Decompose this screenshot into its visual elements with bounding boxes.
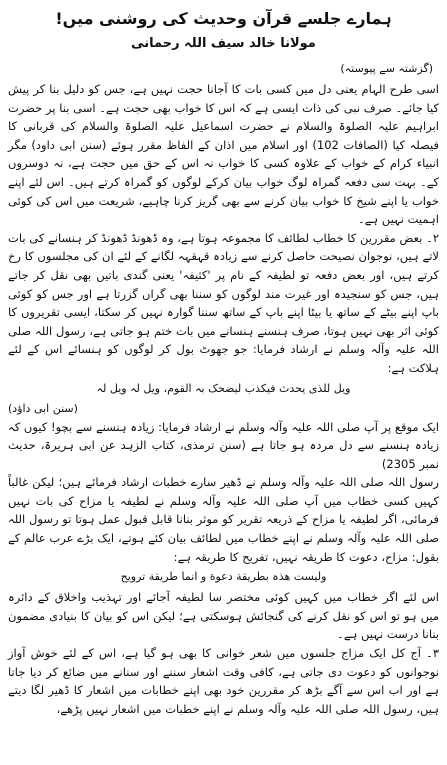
continued-note: (گزشتہ سے پیوستہ)	[340, 62, 433, 75]
paragraph-jokes: ۲۔ بعض مقررین کا خطاب لطائف کا مجموعہ ہوتا ہے، وہ ڈھونڈ ڈھونڈ کر ہنسانے کی بات لاتے ہیں، نوجوان نصیحت حاصل کرنے سے زیادہ قہقہہ لگانے کے لئے ان کی مجلسوں کا رخ کرتے ہیں، اور بعض دفعہ تو لطیفہ کے نام پر 'کثیفہ' یعنی گندی باتیں بھی نقل کر جاتے ہیں، جس کو سنجیدہ اور غیرت مند لوگوں کو سننا بھی گراں گزرتا ہے اور جس کو کوئی باپ اپنے بیٹے کے ساتھ یا بیٹا اپنے باپ کے ساتھ سننا گوارہ نہیں کر سکتا، ایسی تقریروں کا کوئی اثر بھی نہیں ہوتا، صرف ہنسنے ہنسانے میں بات ختم ہو جاتی ہے، رسول اللہ صلی اللہ علیہ وآلہ وسلم نے ارشاد فرمایا: جو جھوٹ بول کر لوگوں کو ہنسائے اس کے لئے ہلاکت ہے:	[8, 230, 439, 375]
quote-arabic: ولیست ھذہ بطریقة دعوة و انما طریقة ترویح	[120, 570, 327, 584]
paragraph-sermons: رسول اللہ صلی اللہ علیہ وآلہ وسلم نے ڈھیر سارے خطبات ارشاد فرمائے ہیں؛ لیکن غالباً کہیں کسی خطاب میں آپ صلی اللہ علیہ وآلہ وسلم نے لطیفہ یا مزاح کی بات نہیں فرمائی، اگر لطیفہ یا مزاح کے ذریعہ تقریر کو موثر بنانا قابل قبول عمل ہوتا تو رسول اللہ صلی اللہ علیہ وآلہ وسلم نے اپنے خطاب میں لطائف بیان کئے ہوتے، ایک بڑے عرب عالم کے بقول: مزاح، دعوت کا طریقہ نہیں، تفریح کا طریقہ ہے:	[8, 475, 439, 564]
article-title: ہمارے جلسے قرآن وحدیث کی روشنی میں!	[55, 9, 392, 28]
hadith-source: (سنن ابی داؤد)	[8, 401, 78, 415]
paragraph-laughter: ایک موقع پر آپ صلی اللہ علیہ وآلہ وسلم نے ارشاد فرمایا: زیادہ ہنسنے سے بچو! کیوں کہ زیادہ ہنسنے سے دل مردہ ہو جاتا ہے (سنن ترمذی، کتاب الزہد عن ابی ہریرۃ، حدیث نمبر 2305)	[8, 419, 439, 471]
article-author: مولانا خالد سیف اللہ رحمانی	[131, 36, 316, 51]
paragraph-poetry: ۳۔ آج کل ایک مزاج جلسوں میں شعر خوانی کا بھی ہو گیا ہے، اس کے لئے خوش آواز نوجوانوں کو دعوت دی جاتی ہے، کافی وقت اشعار سننے اور سنانے میں ضائع کر دیا جاتا ہے اور اب اس سے آگے بڑھ کر مقررین خود بھی اپنے خطابات میں اشعار کا ڈھیر لگا دیتے ہیں، رسول اللہ صلی اللہ علیہ وآلہ وسلم نے اپنے خطبات میں اشعار نہیں پڑھے،	[8, 646, 439, 716]
paragraph-brief-joke: اس لئے اگر خطاب میں کہیں کوئی مختصر سا لطیفہ آجائے اور تہذیب واخلاق کے دائرہ میں ہو تو اس کو نقل کرنے کی گنجائش ہوسکتی ہے؛ لیکن اس کو بیان کا بنیادی مضمون بنانا درست نہیں ہے۔	[8, 590, 439, 642]
paragraph-dreams: اسی طرح الہام یعنی دل میں کسی بات کا آجانا حجت نہیں ہے، جس کو دلیل بنا کر پیش کیا جائے۔ صرف نبی کی ذات ایسی ہے کہ اس کا خواب بھی حجت ہے۔ اسی بنا پر حضرت ابراہیم علیہ الصلوۃ والسلام نے حضرت اسماعیل علیہ الصلوۃ والسلام کی قربانی کا فیصلہ کیا (الصافات 102) اور اسلام میں اذان کے الفاظ مقرر ہوئے (سنن ابی داود) مگر انبیاء کرام کے خواب کے علاوہ کسی کا خواب نہ اس کے حق میں حجت ہے، نہ دوسروں کے۔ بہت سی دفعہ گمراہ لوگ خواب بیان کرکے لوگوں کو گمراہ کرتے ہیں۔ اس لئے اپنے خواب یا اپنے شیخ کا خواب بیان کرنے سے بھی گریز کرنا چاہیے، شریعت میں اس کی کوئی اہمیت نہیں ہے۔	[8, 82, 439, 227]
hadith-arabic: ویل للذی یحدث فیکذب لیضحک بہ القوم، ویل لہ ویل لہ	[96, 381, 351, 395]
